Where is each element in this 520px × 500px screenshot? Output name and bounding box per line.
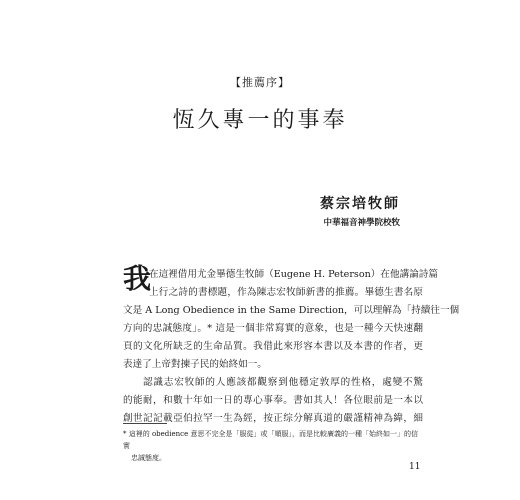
author-name: 蔡宗培牧師 <box>320 196 400 212</box>
section-tag: 【推薦序】 <box>230 76 290 89</box>
paragraph-line: 方向的忠誠態度」。* 這是一個非常寫實的意象，也是一種今天快速翻 <box>123 323 423 334</box>
paragraph-line: 上行之詩的書標題，作為陳志宏牧師新書的推薦。畢德生書名原 <box>149 287 423 298</box>
body-text <box>123 262 460 428</box>
paragraph-line: 認識志宏牧師的人應該都觀察到他穩定敦厚的性格，處變不驚 <box>143 377 423 388</box>
paragraph-line: 在這裡借用尤金畢德生牧師（Eugene H. Peterson）在他講論詩篇 <box>149 269 438 280</box>
dropcap: 我 <box>123 262 152 295</box>
footnote-line: * 這裡的 obedience 意思不完全是「服從」或「順服」，而是比較廣義的一種「始終如一」的信實 <box>123 430 418 450</box>
paragraph-line: 表達了上帝對揀子民的始終如一。 <box>123 359 267 370</box>
footnote-divider <box>123 423 167 424</box>
footnote-line: 忠誠態度。 <box>131 454 166 462</box>
paragraph-line: 的能耐，和數十年如一日的專心事奉。書如其人！各位眼前是一本以 <box>123 395 423 406</box>
author-block <box>320 193 400 228</box>
footnote <box>123 428 423 464</box>
paragraph-line: 頁的文化所缺乏的生命品質。我借此來形容本書以及本書的作者，更 <box>123 341 423 352</box>
chapter-title: 恆久專一的事奉 <box>172 108 348 133</box>
paragraph-line: 創世記記載亞伯拉罕一生為經，按正综分解真道的嚴謹精神為緯，細 <box>123 413 423 424</box>
paragraph-line: 文是 A Long Obedience in the Same Direction，可以理解為「持續往一個 <box>123 305 460 316</box>
author-affiliation: 中華福音神學院校牧 <box>323 218 400 228</box>
page-number: 11 <box>409 462 421 472</box>
